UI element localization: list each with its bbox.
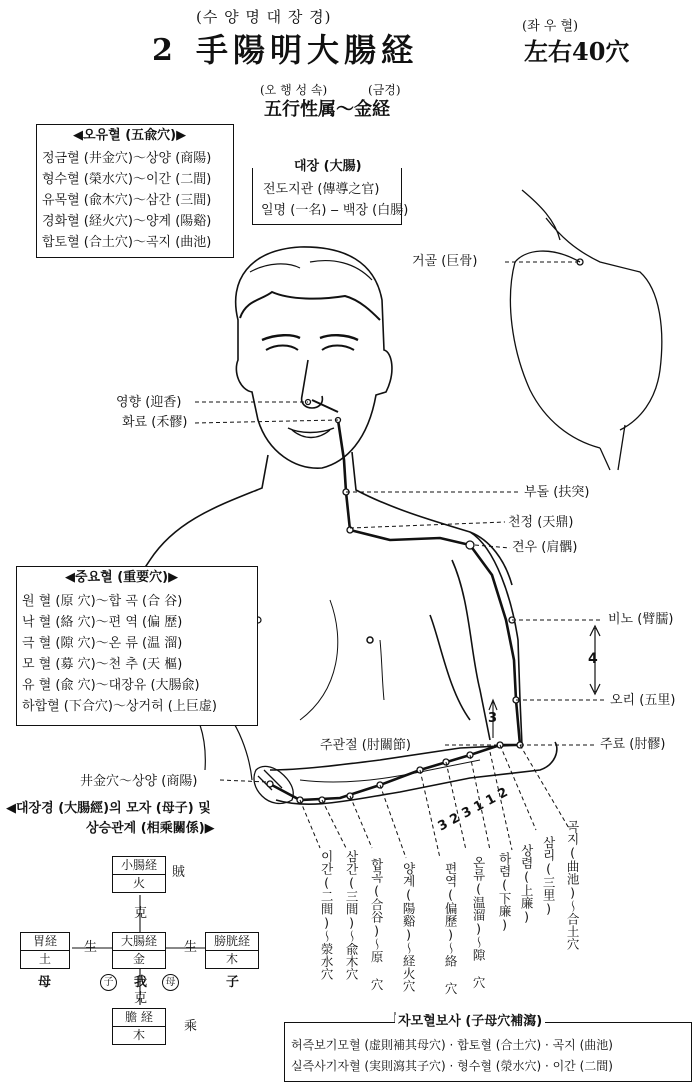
label-jugwanjeol: 주관절 (肘關節) <box>320 738 411 753</box>
label-ori: 오리 (五里) <box>610 693 676 708</box>
important-row: 원 혈 (原 穴)～합 곡 (合 谷) <box>22 594 183 609</box>
element-reading: (오 행 성 속) <box>260 83 328 97</box>
label-juryo: 주료 (肘髎) <box>600 737 666 752</box>
relations-title-2: 상승관계 (相乘關係)▶ <box>86 821 215 836</box>
organ-row: 일명 (一名) ‒ 백장 (白腸) <box>261 203 409 218</box>
element-reading-2: (금경) <box>368 83 401 97</box>
element-stomach <box>20 932 70 969</box>
forearm-point-haryeom: 하렴(下廉) <box>497 852 513 932</box>
forearm-point-samni: 삼리(三里) <box>541 836 557 916</box>
side-count: 左右40穴 <box>524 37 630 66</box>
important-title: ◀중요혈 (重要穴)▶ <box>65 570 179 585</box>
head-outline <box>236 247 392 468</box>
forearm-point-gokji: 곡지(曲池)～合土穴 <box>565 820 581 950</box>
arm-measures: 3 2 3 1 1 2 <box>435 785 511 835</box>
label-sheng-right: 生 <box>184 940 198 955</box>
element-large-intestine-name: 大腸経 <box>113 933 165 951</box>
element-gallbladder <box>112 1008 166 1045</box>
element-small-intestine-name: 小腸経 <box>113 857 165 875</box>
element-large-intestine <box>112 932 166 969</box>
five-points-row: 경화혈 (経火穴)～양계 (陽谿) <box>42 214 212 229</box>
label-wo: 我 <box>134 975 148 990</box>
label-bino: 비노 (臂臑) <box>608 612 674 627</box>
label-cheng: 乘 <box>184 1019 198 1034</box>
five-points-box <box>36 124 234 258</box>
measure-three: 3 <box>488 711 498 726</box>
measure-four: 4 <box>588 651 598 667</box>
five-points-row: 정금혈 (井金穴)～상양 (商陽) <box>42 151 212 166</box>
label-sangyang: 井金穴～상양 (商陽) <box>80 774 198 789</box>
side-reading: (좌 우 혈) <box>522 19 579 34</box>
label-budol: 부돌 (扶突) <box>524 485 590 500</box>
five-points-title: ◀오유혈 (五兪穴)▶ <box>73 128 187 143</box>
forearm-point-sangryeom: 상렴(上廉) <box>519 844 535 924</box>
mouth <box>288 428 334 438</box>
organ-box <box>252 159 409 225</box>
element-bladder <box>205 932 259 969</box>
title-reading: (수 양 명 대 장 경) <box>196 8 332 26</box>
organ-title: 대장 (大腸) <box>291 160 365 173</box>
element-gallbladder-wood: 木 <box>132 1028 145 1042</box>
forearm-point-yanggye: 양계(陽谿)～経火穴 <box>401 862 417 992</box>
important-row: 유 혈 (兪 穴)～대장유 (大腸兪) <box>22 678 200 693</box>
label-ke-upper: 克 <box>134 906 148 921</box>
tonify-title: 자모혈보사 (子母穴補瀉) <box>395 1015 545 1028</box>
element-bladder-wood: 木 <box>225 952 238 966</box>
forearm-point-igan: 이간(二間)～滎水穴 <box>319 850 335 980</box>
label-circle-mu: 母 <box>162 974 179 991</box>
label-mu: 母 <box>38 975 52 990</box>
tonify-box <box>284 1014 692 1082</box>
label-geogol: 거골 (巨骨) <box>412 254 478 269</box>
element-small-intestine <box>112 856 166 893</box>
relations-title-1: ◀대장경 (大腸經)의 모자 (母子) 및 <box>6 801 211 816</box>
important-row: 극 혈 (隙 穴)～온 류 (温 溜) <box>22 636 183 651</box>
page-title: 手陽明大腸経 <box>196 31 419 69</box>
label-zi: 子 <box>226 975 240 990</box>
tonify-row: 허즉보기모혈 (虚則補其母穴) · 합토혈 (合土穴) · 곡지 (曲池) <box>291 1038 613 1052</box>
five-points-row: 유목혈 (兪木穴)～삼간 (三間) <box>42 193 212 208</box>
label-gyeonu: 견우 (肩髃) <box>512 540 578 555</box>
five-points-row: 합토혈 (合土穴)～곡지 (曲池) <box>42 235 212 250</box>
forearm-point-pyeonyeok: 편역(偏歷)～絡 穴 <box>443 862 459 995</box>
element-stomach-name: 胃経 <box>21 933 69 951</box>
forearm-point-onryu: 온류(温溜)～隙 穴 <box>471 856 487 989</box>
element-gallbladder-name: 膽 経 <box>113 1009 165 1027</box>
five-points-row: 형수혈 (榮水穴)～이간 (二間) <box>42 172 212 187</box>
element-small-intestine-fire: 火 <box>132 876 145 890</box>
important-points-box <box>16 566 258 726</box>
organ-row: 전도지관 (傳導之官) <box>263 182 380 197</box>
label-circle-zi: 子 <box>100 974 117 991</box>
label-hwaryo: 화료 (禾髎) <box>122 415 188 430</box>
important-row: 낙 혈 (絡 穴)～편 역 (偏 歷) <box>22 615 183 630</box>
important-row: 모 혈 (募 穴)～천 추 (天 樞) <box>22 657 183 672</box>
label-zei: 賊 <box>172 865 186 880</box>
label-yeonghyang: 영향 (迎香) <box>116 395 182 410</box>
label-cheonjeong: 천정 (天鼎) <box>508 515 574 530</box>
element-bladder-name: 膀胱経 <box>206 933 258 951</box>
tonify-row: 실즉사기자혈 (実則瀉其子穴) · 형수혈 (滎水穴) · 이간 (二間) <box>291 1059 613 1073</box>
label-ke-lower: 克 <box>134 991 148 1006</box>
element-stomach-earth: 土 <box>38 952 51 966</box>
important-row: 하합혈 (下合穴)～상거허 (上巨虚) <box>22 699 217 714</box>
hair <box>240 292 380 320</box>
forearm-point-samgan: 삼간(三間)～兪木穴 <box>344 850 360 980</box>
label-sheng-left: 生 <box>84 940 98 955</box>
element-label: 五行性属～金経 <box>264 99 390 120</box>
title-number: 2 <box>152 33 173 68</box>
forearm-point-hapgok: 합곡(合谷)～原 穴 <box>369 858 385 991</box>
eyes <box>266 346 354 351</box>
element-large-intestine-metal: 金 <box>132 952 145 966</box>
shoulder-sketch <box>510 190 661 470</box>
